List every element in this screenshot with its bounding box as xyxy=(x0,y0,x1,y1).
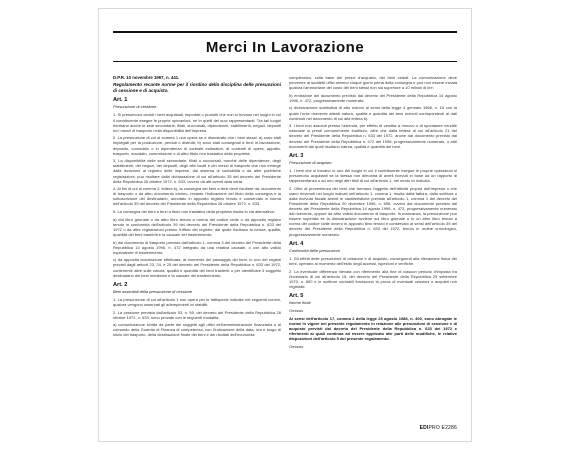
article-1-subheading: Presunzione di cessione xyxy=(113,104,157,110)
article-2-paragraph: a) comunicazione scritta da parte dei soggetti agli uffici dell'amministrazione finanziaria e al comando della Guardia di Finanza di competenza, con l'indicazione della data, ora e luogo di inizio del trasporto, della destinazione finale dei beni e dei risultati dell'economia xyxy=(113,322,281,338)
publisher-footer xyxy=(420,425,457,431)
article-2-paragraph: complessivo, sulla base dei prezzi d'acquisto, dei beni ceduti. La comunicazione deve pervenire ai suddetti uffici almeno cinque giorni prima della consegna e può non essere inviata qualora l'ammontare del costo dei beni stessi non sia superiore a 10 milioni di lire; xyxy=(289,75,457,91)
article-2-paragraph: b) emissione del documento previsto dal decreto del Presidente della Repubblica 14 agosto 1996, n. 472, progressivamente numerato; xyxy=(289,92,457,103)
article-2-paragraph: 2. La cessione prevista dall'articolo 53, n. 55, del decreto del Presidente della Repubblica 26 ottobre 1972, n. 633, sono provate con le seguenti modalità. xyxy=(113,309,281,320)
decree-reference: D.P.R. 10 novembre 1997, n. 441. xyxy=(113,75,180,80)
article-2-heading: Art. 2 xyxy=(113,281,128,288)
left-column xyxy=(113,75,281,340)
article-5-paragraph: Omissis xyxy=(289,308,304,314)
article-1-paragraph: b) dal documento di trasporto previsto dall'articolo 1, comma 3 del decreto del Presidente della Repubblica 14 agosto 1996, n. 472 integrato da una relativa causale, o con atto valido equivalente di trasferimento; xyxy=(113,239,281,255)
title-bottom-rule xyxy=(113,61,457,62)
product-code: PRO E2286 xyxy=(428,425,457,431)
article-1-paragraph: 5. La consegna dei beni a terzi a titolo non traslativo della proprietà risulta in via alternativa: xyxy=(113,209,275,215)
publisher-brand: EDI xyxy=(419,425,429,431)
article-4-paragraph: 1. Gli effetti delle presunzioni di cessione e di acquisto, conseguenti alla rilevazione fisica dei beni, operano al momento dell'esito degli accessi, ispezioni e verifiche. xyxy=(289,255,457,266)
article-2-paragraph: 3. I beni non assoluti presso l'azienda, per effetto di vendita a rinnovo o di spontanee vendite nascoste si presti comunemente inutilizzo, oltre che dalla lettera di cui all'articolo 21 del decreto del Presidente della Repubblica n. 633 del 1972, anche dal documento previsto dal decreto del Presidente della Repubblica n. 472 del 1996, progressivamente numerato, o altri documenti dai quali risultano natura, qualità e quantità dei beni. xyxy=(289,123,457,149)
article-2-paragraph: 1. La presunzione di cui all'articolo 1 non opera per le fattispecie indicate nei seguenti commi, qualora vengono osservati gli adempimenti ivi stabiliti. xyxy=(113,296,281,307)
article-5-heading: Art. 5 xyxy=(289,292,304,299)
article-4-subheading: Conformità delle presunzioni xyxy=(289,247,340,253)
article-3-subheading: Presunzione di acquisto xyxy=(289,159,332,165)
article-3-paragraph: 1. I beni che si trovano in uno dei luoghi in cui il contribuente esegue le proprie operazioni si presumono acquistati se la stessa non dimostra di averli ricevuti in base ad un rapporto di rappresentanza o ad uno degli altri titoli di cui all'articolo 1, nel modo ivi indicato. xyxy=(289,167,457,184)
article-4-heading: Art. 4 xyxy=(289,240,304,247)
right-column xyxy=(289,75,457,351)
article-1-heading: Art. 1 xyxy=(113,97,128,104)
article-3-paragraph: 2. Oltre al provenienza dei beni che formano l'oggetto dell'attività propria dell'impresa o che siano rinvenuti nei luoghi indicati nell'articolo 1, comma 1, risulta dalla fattura, dalla scrittura o dalla ricevuta fiscale aventi le caratteristiche previste all'articolo 1, comma 1 del decreto del Presidente della Repubblica 20 dicembre 1996, n. 696, ovvero dal documento previsto dal decreto del Presidente della Repubblica 14 agosto 1996, n. 472, progressivamente numerato dal ricevente, oppure da altro valido documento di trasporto. In mancanza, la presunzione può essere superata se la dimostrazione avviene sul libro giornale o in un altro libro tenuto a norma del codice civile ovvero in apposito libro tenuto e conservato ai sensi dell'articolo 39 del decreto del Presidente della Repubblica n. 633 del 1972, tenuto in ordine cronologico, progressivamente numerato. xyxy=(289,185,457,237)
article-4-paragraph: 2. La eventuale differenza rilevata con riferimento alla fine di ciascun periodo d'imposta tra l'inventario di cui all'articolo 15, del decreto del Presidente della Repubblica 29 settembre 1973, n. 600 e le scritture contabili forniscono la prova di eventuali cessioni o acquisti non registrati. xyxy=(289,268,457,289)
article-2-paragraph: c) dichiarazione sostitutiva di atto notorio ai sensi della legge 4 gennaio 1968, n. 15 con la quale l'ente ricevente attesti natura, qualità e quantità dei beni ricevuti corrispondenti ai dati contenuti nel documento di cui alla lettera b). xyxy=(289,105,457,121)
notice-sheet xyxy=(98,8,472,442)
article-2-subheading: Beni assimilati della presunzione di cessione xyxy=(113,288,193,294)
title-top-rule xyxy=(113,31,457,33)
page-title: Merci In Lavorazione xyxy=(205,39,365,56)
article-1-paragraph: a) dal libro giornale o da altro libro tenuto a norma del codice civile o da apposito registro tenuto in conformità dell'articolo 39 del decreto del Presidente della Repubblica n. 633 del 1972 o da altre registrazioni presso l'ufficio del registro; dal quale risultano la natura, qualità, quantità dei beni trasferiti e la causale del trasferimento; xyxy=(113,216,281,237)
article-5-paragraph: Omissis xyxy=(289,343,304,349)
decree-subtitle: Regolamento recante norme per il riordino della disciplina delle presunzioni di cessione e di acquisto. xyxy=(113,82,281,93)
article-1-paragraph: 2. La presunzione di cui al comma 1 non opera se è dimostrato che i beni stessi: a) sono stati impiegati per la produzione, perduti o distrutti; b) sono stati consegnati a terzi in lavorazione, deposito, comodato o in dipendenza di contratti estimatori, di contratti di opera, appalto, trasporto, mandato, commissione o di altro titolo non traslativo della proprietà. xyxy=(113,135,281,156)
article-1-paragraph: 4. Ai fini di cui al comma 2, lettera b), la consegna dei beni a terzi deve risultare da: documento di trasporto o da altro documento idoneo, recante l'indicazione del titolo della consegna e la sottoscrizione del destinatario, annotato in apposito registro tenuto e conservato a norma dell'articolo 39 del decreto del Presidente della Repubblica 26 ottobre 1972, n. 633. xyxy=(113,186,281,207)
article-5-subheading: Norme finali xyxy=(289,299,311,305)
article-1-paragraph: 3. La disponibilità delle sedi secondarie, filiali o succursali, nonché delle dipendenze, degli stabilimenti, dei negozi, dei depositi, degli altri locali e dei mezzi di trasporto che non emerge dalla iscrizione al registro delle imprese, dal sistema di contabilità o da altre pubbliche registrazioni, può risultare dalla dichiarazione di cui all'articolo 35 del decreto del Presidente della Repubblica 26 ottobre 1972, n. 633, ovvero da atti aventi data certa. xyxy=(113,158,281,184)
article-3-heading: Art. 3 xyxy=(289,152,304,159)
article-1-paragraph: 1. Si presumono ceduti i beni acquistati, importati o prodotti che non si trovano nei luoghi in cui il contribuente esegue le proprie operazioni, né in quelli dei suoi rappresentanti. Tra tali luoghi rientrano anche le sedi secondarie, filiali, succursali, dipendenze, stabilimenti, negozi, depositi ed i mezzi di trasporto nella disponibilità dell'impresa. xyxy=(113,112,281,133)
article-5-bold-paragraph: Ai sensi dell'articolo 17, comma 2 della legge 23 agosto 1988, n. 400, sono abrogate le norme in vigore nel presente regolamento in relazione alle presunzioni di cessione e di acquisto previsti dal decreto del Presidente della Repubblica n. 633 del 1972 e riferimenti ai quali continua ad essere applicato alle parti delle modifiche, le relative disposizioni dell'articolo 5 del presente regolamento. xyxy=(289,315,457,342)
article-1-paragraph: c) da apposita annotazione effettuata, al momento del passaggio dei beni, in uno dei registri previsti dagli articoli 23, 24, e 25 del decreto del Presidente della Repubblica n. 633 del 1972, contenente altre sulle natura, qualità e quantità dei beni trasferiti o per identificare il soggetto destinatario dei beni medesimi e la causale del trasferimento. xyxy=(113,257,281,278)
